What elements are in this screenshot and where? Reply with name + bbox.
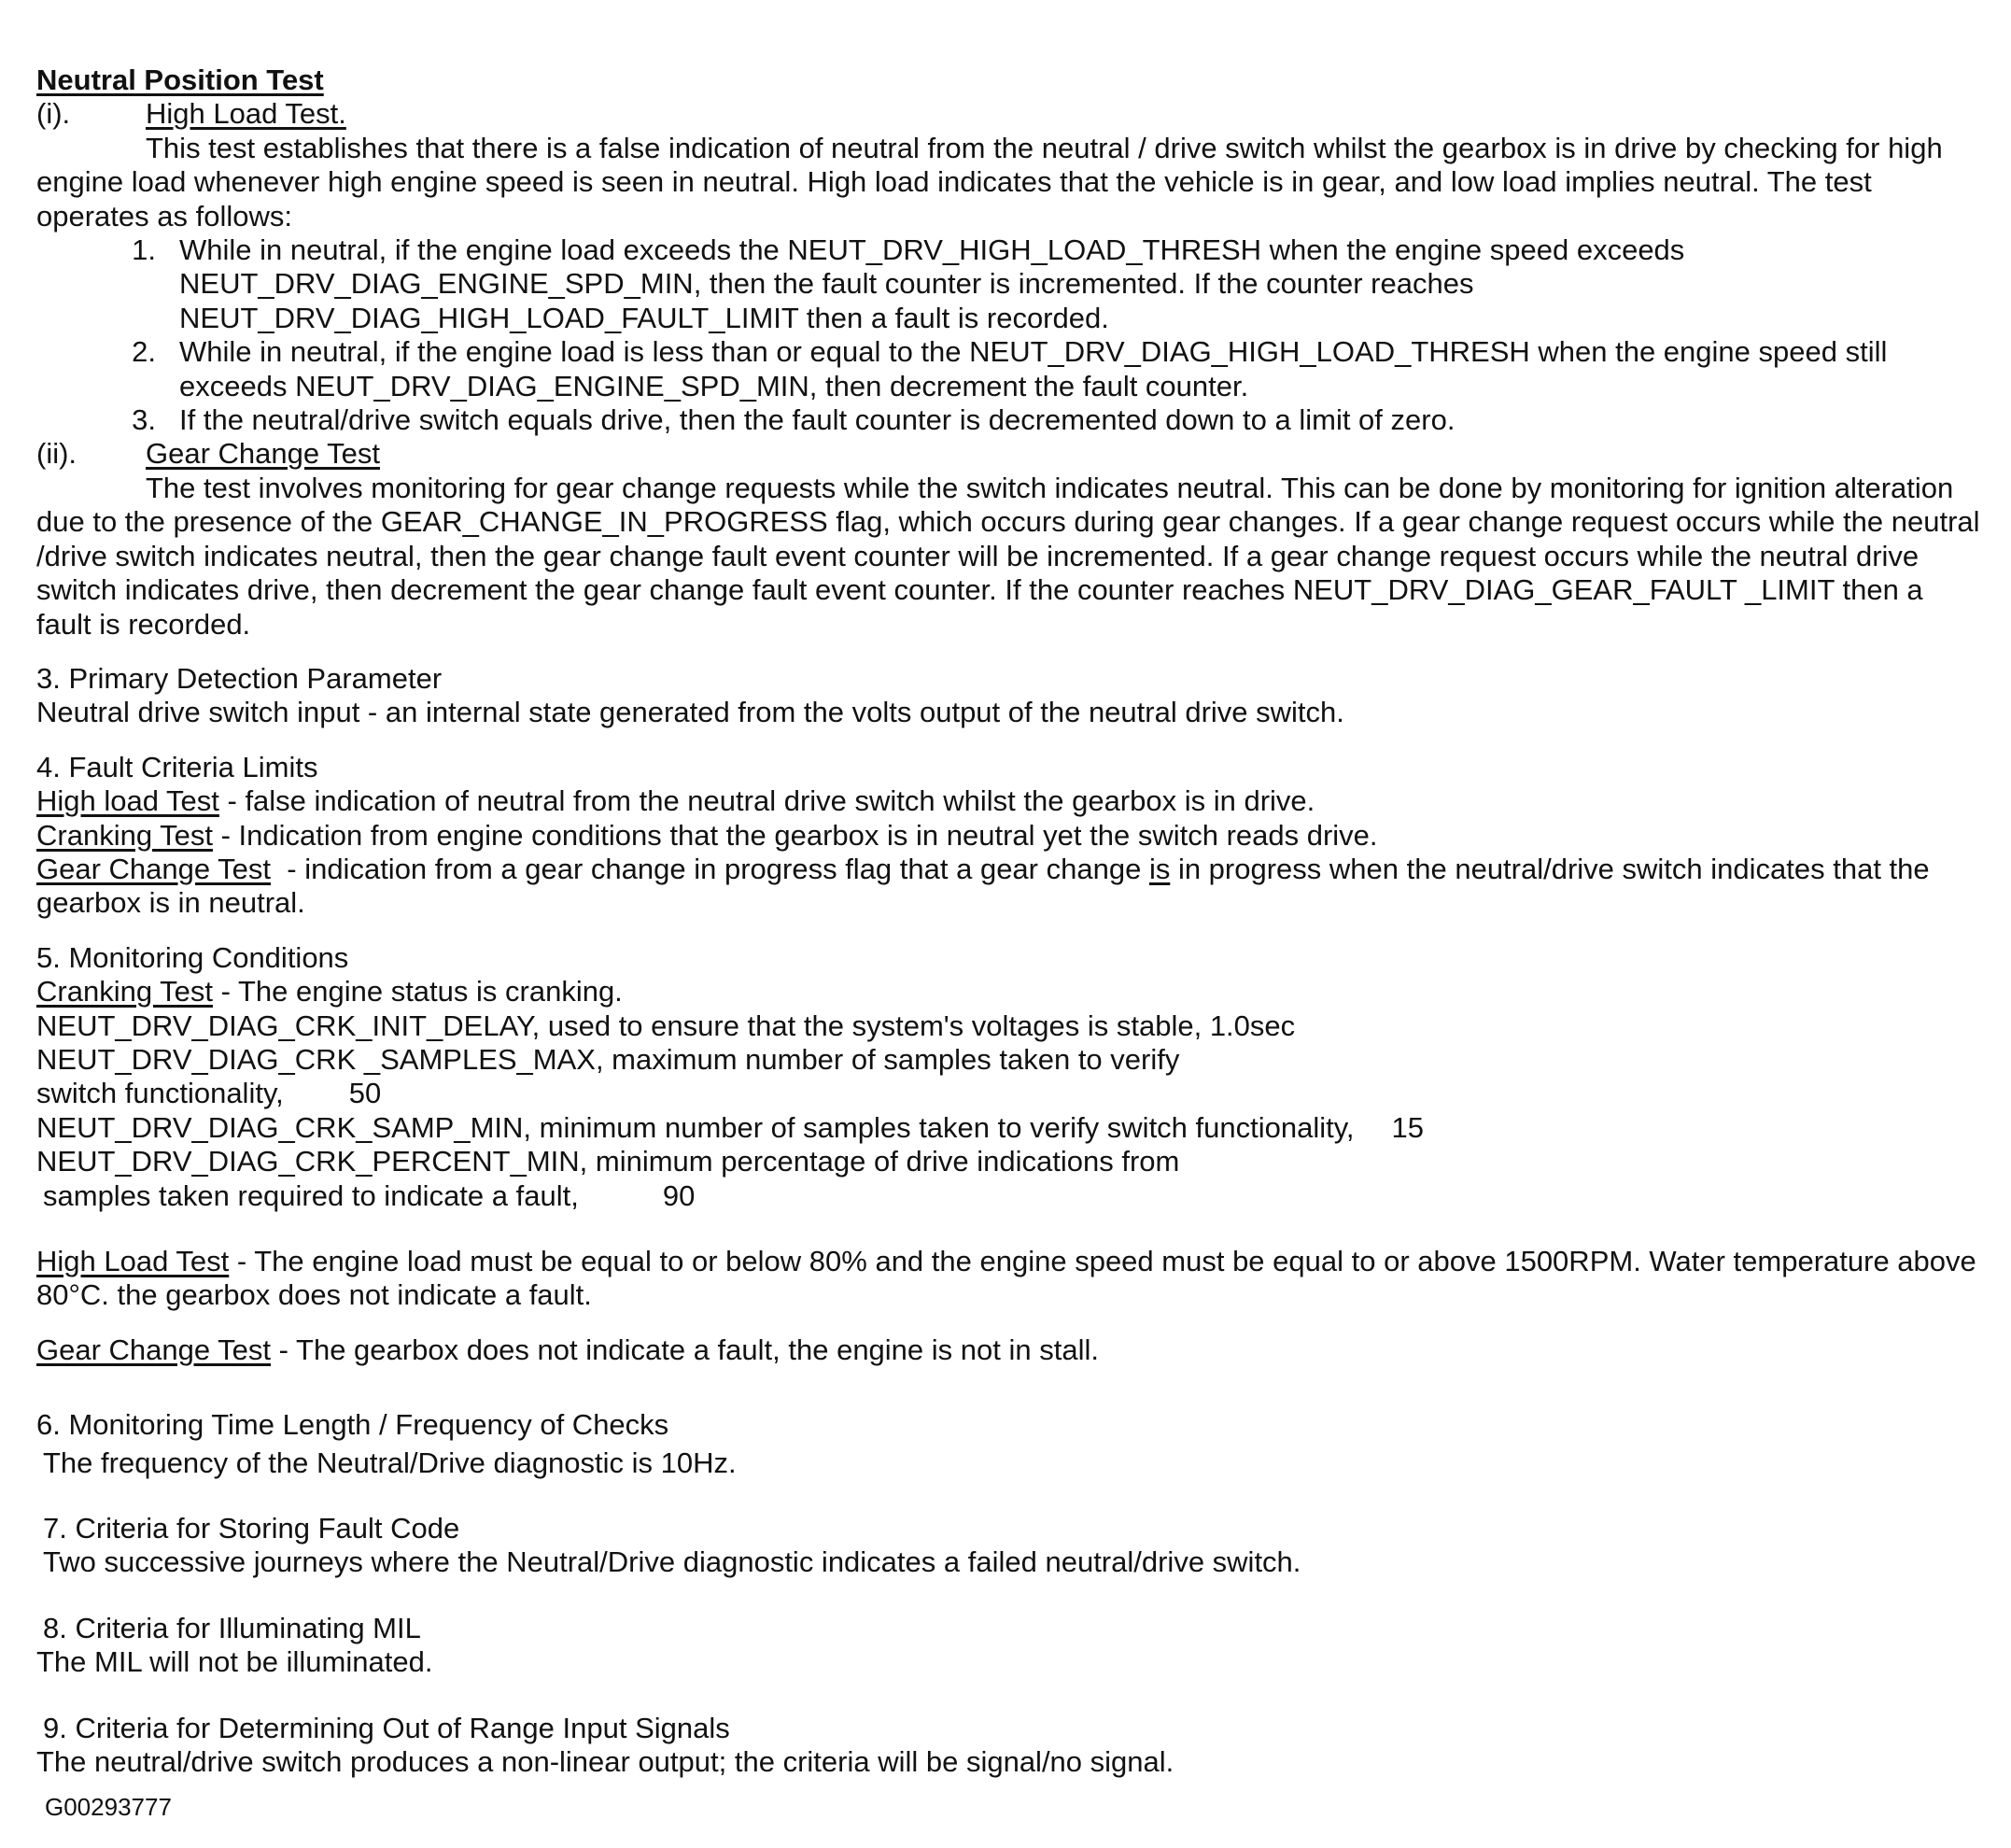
- monitoring-gear-change: [36, 1333, 1983, 1367]
- init-delay-line: NEUT_DRV_DIAG_CRK_INIT_DELAY, used to ensure that the system's voltages is stable, 1.0sec: [36, 1009, 1296, 1042]
- samp-min-value: 15: [1391, 1110, 1425, 1144]
- high-load-test-intro: This test establishes that there is a false indication of neutral from the neutral / drive switch whilst the gearbox is in drive by checking for high engine load whenever high engine speed is seen in neutral. High load indicates that the vehicle is in gear, and low load implies neutral. The test operates as follows:: [36, 131, 1943, 233]
- high-load-text: - false indication of neutral from the neutral drive switch whilst the gearbox is in drive.: [218, 784, 1315, 818]
- samples-max-line: NEUT_DRV_DIAG_CRK _SAMPLES_MAX, maximum number of samples taken to verify: [36, 1042, 1180, 1076]
- section-7-heading: 7. Criteria for Storing Fault Code: [43, 1512, 460, 1545]
- section-8: [36, 1612, 1983, 1680]
- section-5-heading: 5. Monitoring Conditions: [36, 940, 349, 974]
- subsection-ii-marker: (ii).: [36, 437, 77, 471]
- percent-min-label: samples taken required to indicate a fault,: [43, 1178, 579, 1212]
- high-load-label: High load Test: [36, 784, 219, 818]
- percent-min-line-2: [36, 1179, 1983, 1213]
- cranking-text: - The engine status is cranking.: [212, 975, 623, 1009]
- gear-change-label: Gear Change Test: [36, 1333, 272, 1366]
- list-item: [36, 403, 1983, 437]
- section-9-text: The neutral/drive switch produces a non-linear output; the criteria will be signal/no signal.: [36, 1745, 1174, 1779]
- section-8-text: The MIL will not be illuminated.: [36, 1645, 433, 1679]
- samples-max-line-2: [36, 1077, 1983, 1110]
- step-number: 2.: [132, 335, 156, 369]
- fault-limit-gear-change: [36, 853, 1983, 921]
- section-3-text: Neutral drive switch input - an internal state generated from the volts output of the neutral drive switch.: [36, 696, 1344, 729]
- section-9-heading: 9. Criteria for Determining Out of Range Input Signals: [43, 1711, 730, 1744]
- section-3-heading: 3. Primary Detection Parameter: [36, 661, 443, 695]
- document-title: Neutral Position Test: [36, 63, 324, 96]
- gear-change-text-a: - indication from a gear change in progress flag that a gear change: [271, 852, 1149, 885]
- document-page: [36, 63, 1983, 1825]
- section-6-text: The frequency of the Neutral/Drive diagnostic is 10Hz.: [43, 1446, 737, 1479]
- step-text: While in neutral, if the engine load exceeds the NEUT_DRV_HIGH_LOAD_THRESH when the engine speed exceeds NEUT_DRV_DIAG_ENGINE_SPD_MIN, then the fault counter is incremented. If the counter reaches NEUT_DRV_DIAG_HIGH_LOAD_FAULT_LIMIT then a fault is recorded.: [179, 233, 1685, 334]
- high-load-label: High Load Test: [36, 1245, 230, 1277]
- percent-min-value: 90: [662, 1178, 696, 1212]
- monitoring-cranking: [36, 975, 1983, 1009]
- gear-change-test-text: The test involves monitoring for gear change requests while the switch indicates neutral. This can be done by monitoring for ignition alteration due to the presence of the GEAR_CHANGE_IN_PROGRESS flag, which occurs during gear changes. If a gear change request occurs while the neutral /drive switch indicates neutral, then the gear change fault event counter will be incremented. If a gear change request occurs while the neutral drive switch indicates drive, then decrement the gear change fault event counter. If the counter reaches NEUT_DRV_DIAG_GEAR_FAULT _LIMIT then a fault is recorded.: [36, 471, 1980, 641]
- section-8-heading: 8. Criteria for Illuminating MIL: [43, 1611, 421, 1644]
- samples-max-value: 50: [348, 1077, 382, 1110]
- cranking-text: - Indication from engine conditions that the gearbox is in neutral yet the switch reads drive.: [212, 818, 1378, 852]
- step-number: 1.: [132, 233, 156, 267]
- step-number: 3.: [132, 403, 156, 437]
- subsection-ii-heading: [36, 437, 1983, 471]
- step-text: While in neutral, if the engine load is less than or equal to the NEUT_DRV_DIAG_HIGH_LOAD_THRESH when the engine speed still exceeds NEUT_DRV_DIAG_ENGINE_SPD_MIN, then decrement the fault counter.: [179, 335, 1888, 402]
- section-4-heading: 4. Fault Criteria Limits: [36, 750, 318, 783]
- section-4: [36, 751, 1983, 921]
- section-3: [36, 662, 1983, 730]
- subsection-i-marker: (i).: [36, 97, 71, 131]
- samp-min-line: [36, 1111, 1983, 1145]
- high-load-test-heading: High Load Test.: [146, 97, 346, 131]
- document-id: G00293777: [45, 1793, 172, 1822]
- gear-change-text-b: in progress when the neutral/drive switch indicates that the gearbox is in neutral.: [36, 852, 1938, 920]
- percent-min-line: NEUT_DRV_DIAG_CRK_PERCENT_MIN, minimum percentage of drive indications from: [36, 1145, 1180, 1178]
- samples-max-label: switch functionality,: [36, 1077, 284, 1110]
- section-7-text: Two successive journeys where the Neutral/Drive diagnostic indicates a failed neutral/drive switch.: [43, 1545, 1301, 1579]
- samp-min-label: NEUT_DRV_DIAG_CRK_SAMP_MIN, minimum number of samples taken to verify switch functionality,: [36, 1110, 1355, 1144]
- section-6: [36, 1408, 1983, 1480]
- fault-limit-high-load: [36, 784, 1983, 818]
- high-load-text: - The engine load must be equal to or below 80% and the engine speed must be equal to or above 1500RPM. Water temperature above 80°C. the gearbox does not indicate a fault.: [36, 1245, 1976, 1312]
- step-text: If the neutral/drive switch equals drive, then the fault counter is decremented down to a limit of zero.: [179, 403, 1456, 437]
- section-7: [36, 1512, 1983, 1580]
- fault-limit-cranking: [36, 819, 1983, 853]
- section-6-heading: 6. Monitoring Time Length / Frequency of Checks: [36, 1408, 669, 1442]
- section-9: [36, 1712, 1983, 1780]
- subsection-i-heading: [36, 97, 1983, 131]
- cranking-label: Cranking Test: [36, 975, 213, 1009]
- monitoring-high-load: [36, 1245, 1983, 1313]
- high-load-test-steps: [36, 233, 1983, 437]
- cranking-label: Cranking Test: [36, 818, 213, 852]
- gear-change-test-heading: Gear Change Test: [146, 437, 381, 471]
- gear-change-is: is: [1148, 852, 1171, 885]
- gear-change-label: Gear Change Test: [36, 852, 272, 885]
- section-5: [36, 941, 1983, 1367]
- list-item: [36, 233, 1983, 335]
- list-item: [36, 335, 1983, 403]
- gear-change-text: - The gearbox does not indicate a fault, the engine is not in stall.: [271, 1333, 1099, 1366]
